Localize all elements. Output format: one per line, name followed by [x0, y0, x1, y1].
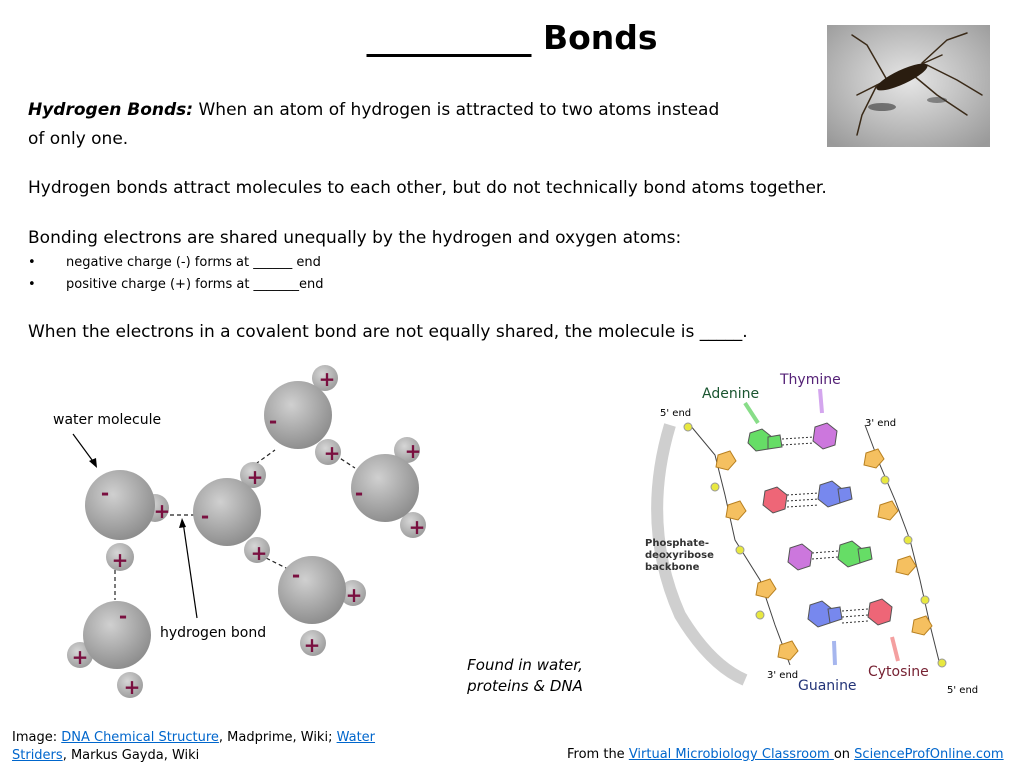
found-in-caption	[440, 655, 610, 697]
caption-line-2: proteins & DNA	[467, 677, 583, 695]
backbone-label-line-3: backbone	[645, 562, 700, 573]
arrowhead	[89, 458, 97, 468]
bullet-glyph: •	[28, 277, 36, 292]
hydrogen-bond-arrow	[183, 522, 197, 618]
thymine-label: Thymine	[780, 372, 841, 388]
credits-mid: , Madprime, Wiki;	[218, 730, 337, 745]
minus-sign: -	[291, 563, 301, 587]
plus-sign: +	[111, 548, 129, 572]
deoxyribose-sugars	[716, 449, 932, 660]
plus-sign: +	[153, 499, 171, 523]
thymine-arrow	[820, 389, 822, 413]
source-prefix: From the	[567, 747, 629, 762]
backbone-label-line-1: Phosphate-	[645, 538, 710, 549]
minus-sign: -	[354, 481, 364, 505]
minus-sign: -	[100, 481, 110, 505]
adenine-arrow	[745, 403, 758, 423]
adenine-label: Adenine	[702, 386, 760, 402]
paragraph-bonding-electrons: Bonding electrons are shared unequally by the hydrogen and oxygen atoms:	[28, 228, 682, 248]
minus-sign: -	[200, 504, 210, 528]
bullet-negative-text: negative charge (-) forms at ______ end	[66, 255, 321, 270]
hydrogen-bonds-definition	[28, 96, 719, 154]
bullet-glyph: •	[28, 255, 36, 270]
link-text: Water	[336, 730, 376, 745]
plus-sign: +	[408, 515, 426, 539]
base-hydrogen-bonds	[782, 437, 868, 623]
backbone-label-line-2: deoxyribose	[645, 550, 714, 561]
dna-chemical-structure-link[interactable]: DNA Chemical Structure	[61, 730, 219, 745]
arrowhead	[179, 518, 186, 528]
guanine-label: Guanine	[798, 678, 857, 694]
hydrogen-bonds-term: Hydrogen Bonds:	[28, 100, 194, 120]
cytosine-label: Cytosine	[868, 664, 929, 680]
credits-suffix: , Markus Gayda, Wiki	[62, 748, 200, 763]
scienceprofonline-link[interactable]: ScienceProfOnline.com	[854, 747, 1004, 762]
three-prime-end-bottom: 3' end	[767, 670, 799, 681]
source-credit	[567, 746, 1004, 764]
caption-line-1: Found in water,	[467, 656, 583, 674]
water-molecule-arrow	[73, 434, 95, 464]
definition-line-2: of only one.	[28, 129, 129, 149]
plus-sign: +	[404, 439, 422, 463]
water-strider-photo	[827, 25, 990, 147]
plus-sign: +	[323, 441, 341, 465]
plus-sign: +	[303, 633, 321, 657]
water-molecule-label: water molecule	[53, 412, 162, 428]
link-text: Striders	[12, 748, 63, 763]
paragraph-attract: Hydrogen bonds attract molecules to each other, but do not technically bond atoms together.	[28, 178, 827, 198]
credits-prefix: Image:	[12, 730, 62, 745]
plus-sign: +	[318, 367, 336, 391]
image-credits	[12, 729, 432, 765]
bullet-positive-text: positive charge (+) forms at _______end	[66, 277, 324, 292]
water-molecule-diagram	[35, 360, 455, 705]
five-prime-end-bottom: 5' end	[947, 685, 979, 696]
hydrogen-bond-label: hydrogen bond	[160, 625, 267, 641]
source-mid: on	[833, 747, 855, 762]
plus-sign: +	[250, 541, 268, 565]
bullet-positive	[28, 277, 324, 292]
cytosine-arrow	[892, 637, 898, 661]
paragraph-polar: When the electrons in a covalent bond are not equally shared, the molecule is _____.	[28, 322, 748, 342]
minus-sign: -	[268, 409, 278, 433]
virtual-microbiology-classroom-link[interactable]: Virtual Microbiology Classroom	[628, 747, 834, 762]
definition-line-1: When an atom of hydrogen is attracted to two atoms instead	[193, 100, 720, 120]
minus-sign: -	[118, 604, 128, 628]
plus-sign: +	[123, 675, 141, 699]
plus-sign: +	[345, 583, 363, 607]
plus-sign: +	[246, 465, 264, 489]
three-prime-end-top: 3' end	[865, 418, 897, 429]
page-title: __________ Bonds	[366, 18, 658, 57]
plus-sign: +	[71, 645, 89, 669]
bullet-negative	[28, 255, 321, 270]
five-prime-end-top: 5' end	[660, 408, 692, 419]
guanine-arrow	[834, 641, 835, 665]
dna-structure-diagram	[640, 365, 990, 700]
